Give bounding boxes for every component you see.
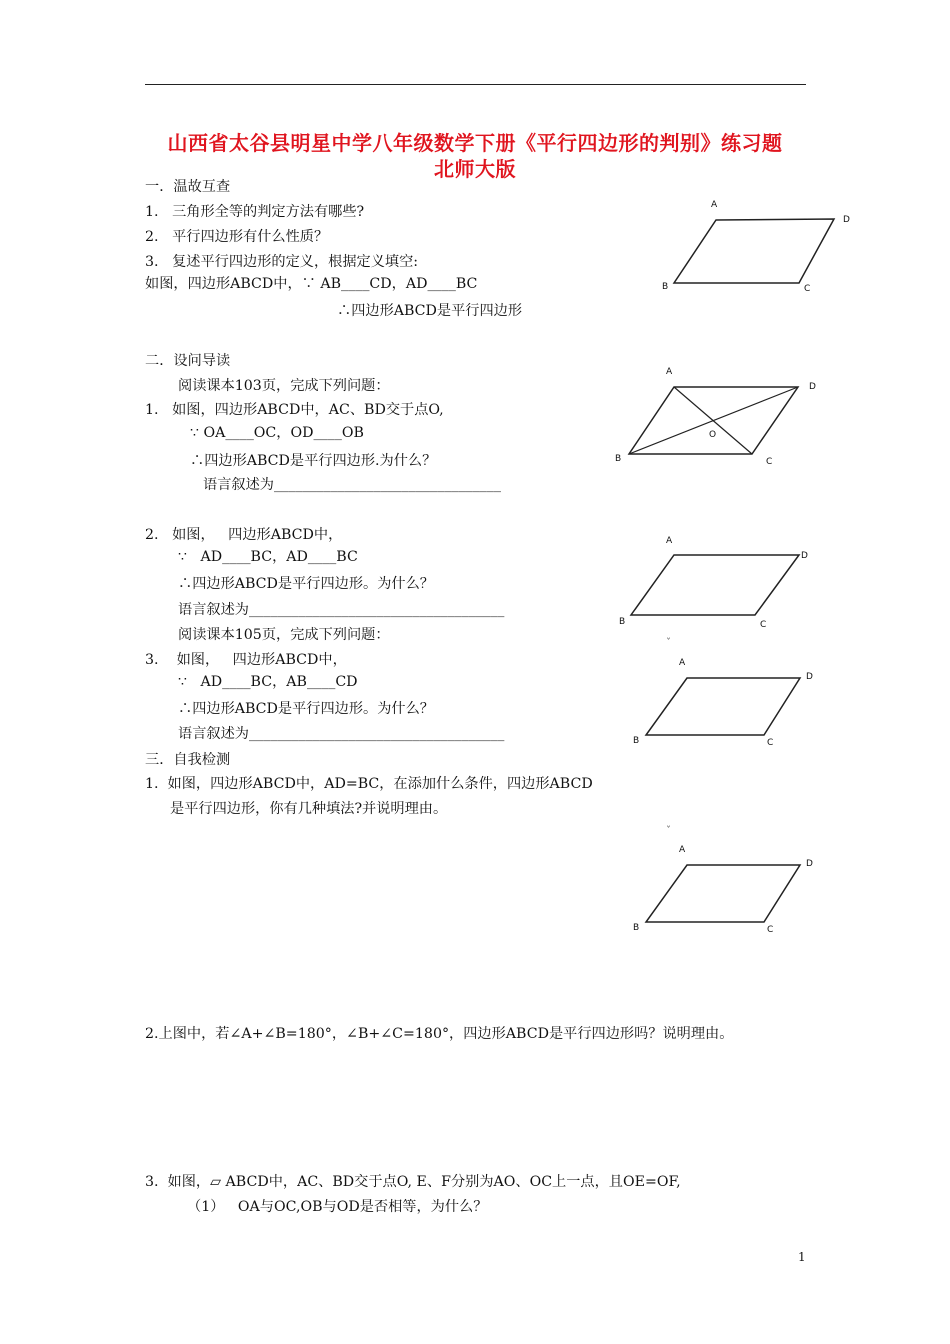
page-number: 1 — [798, 1250, 806, 1264]
vertex-label-d: D — [843, 215, 850, 225]
vertex-label-a: A — [711, 200, 718, 210]
stray-mark: ˇ — [666, 826, 671, 837]
vertex-label-b: B — [633, 923, 640, 933]
section1-heading: 一．温故互查 — [145, 179, 231, 195]
parallelogram-shape — [674, 219, 834, 283]
section3-q3-line1: 3. 如图，▱ ABCD中，AC、BD交于点O, E、F分别为AO、OC上一点，且OE=OF, — [145, 1174, 681, 1190]
vertex-label-a: A — [679, 845, 686, 855]
section3-heading: 三．自我检测 — [145, 752, 231, 768]
vertex-label-d: D — [801, 551, 808, 561]
vertex-label-c: C — [804, 284, 811, 294]
vertex-label-c: C — [766, 457, 773, 467]
section2-intro2: 阅读课本105页，完成下列问题： — [178, 627, 390, 643]
vertex-label-a: A — [666, 536, 673, 546]
parallelogram-shape — [646, 678, 800, 735]
section1-q1: 1. 三角形全等的判定方法有哪些? — [145, 204, 365, 220]
vertex-label-d: D — [809, 382, 816, 392]
diagonal-bd — [629, 387, 798, 454]
section2-q3-conclusion: ∴四边形ABCD是平行四边形。为什么？ — [178, 701, 434, 717]
page-title: 山西省太谷县明星中学八年级数学下册《平行四边形的判别》练习题 — [167, 131, 783, 155]
parallelogram-figure-4 — [625, 650, 825, 755]
vertex-label-d: D — [806, 859, 813, 869]
section3-q1-line1: 1. 如图，四边形ABCD中，AD=BC，在添加什么条件，四边形ABCD — [145, 776, 593, 792]
section2-q2-given: ∵ AD____BC，AD____BC — [178, 549, 358, 565]
parallelogram-figure-5 — [625, 837, 825, 942]
section1-q2: 2. 平行四边形有什么性质？ — [145, 229, 329, 245]
vertex-label-a: A — [679, 658, 686, 668]
section3-q1-line2: 是平行四边形，你有几种填法?并说明理由。 — [170, 801, 448, 817]
parallelogram-shape — [646, 865, 800, 922]
parallelogram-figure-2 — [605, 360, 830, 475]
section2-q2: 2. 如图， 四边形ABCD中， — [145, 527, 343, 543]
parallelogram-figure-3 — [610, 530, 825, 635]
section2-heading: 二．设问导读 — [145, 353, 231, 369]
vertex-label-a: A — [666, 367, 673, 377]
vertex-label-b: B — [633, 736, 640, 746]
vertex-label-b: B — [619, 617, 626, 627]
section2-q1-given: ∵ OA____OC，OD____OB — [190, 425, 364, 441]
header-rule — [145, 84, 806, 85]
page-subtitle: 北师大版 — [434, 157, 516, 181]
section2-q2-verbal: 语言叙述为____________________________________ — [178, 602, 505, 618]
stray-mark: ˇ — [666, 638, 671, 649]
section2-q3: 3. 如图， 四边形ABCD中， — [145, 652, 347, 668]
section2-q1-verbal: 语言叙述为________________________________ — [203, 477, 501, 493]
point-label-o: O — [709, 430, 717, 440]
section3-q3-sub1: （1） OA与OC,OB与OD是否相等，为什么？ — [187, 1199, 488, 1215]
vertex-label-c: C — [767, 925, 774, 935]
vertex-label-b: B — [662, 282, 669, 292]
vertex-label-d: D — [806, 672, 813, 682]
vertex-label-c: C — [760, 620, 767, 630]
parallelogram-shape — [631, 555, 799, 615]
vertex-label-b: B — [615, 454, 622, 464]
section2-q1-conclusion: ∴四边形ABCD是平行四边形.为什么？ — [190, 453, 437, 469]
section2-q3-given: ∵ AD____BC，AB____CD — [178, 674, 358, 690]
section2-q1: 1. 如图，四边形ABCD中，AC、BD交于点O, — [145, 402, 444, 418]
section2-q2-conclusion: ∴四边形ABCD是平行四边形。为什么？ — [178, 576, 434, 592]
section1-q3: 3. 复述平行四边形的定义，根据定义填空: — [145, 254, 419, 270]
section1-q3-given: 如图，四边形ABCD中，∵ AB____CD，AD____BC — [145, 276, 478, 292]
section3-q2: 2.上图中，若∠A+∠B=180°，∠B+∠C=180°，四边形ABCD是平行四边形吗？说明理由。 — [145, 1026, 734, 1042]
section2-intro1: 阅读课本103页，完成下列问题： — [178, 378, 390, 394]
parallelogram-figure-1 — [650, 195, 860, 300]
vertex-label-c: C — [767, 738, 774, 748]
section2-q3-verbal: 语言叙述为____________________________________ — [178, 726, 505, 742]
section1-q3-conclusion: ∴四边形ABCD是平行四边形 — [337, 303, 523, 319]
